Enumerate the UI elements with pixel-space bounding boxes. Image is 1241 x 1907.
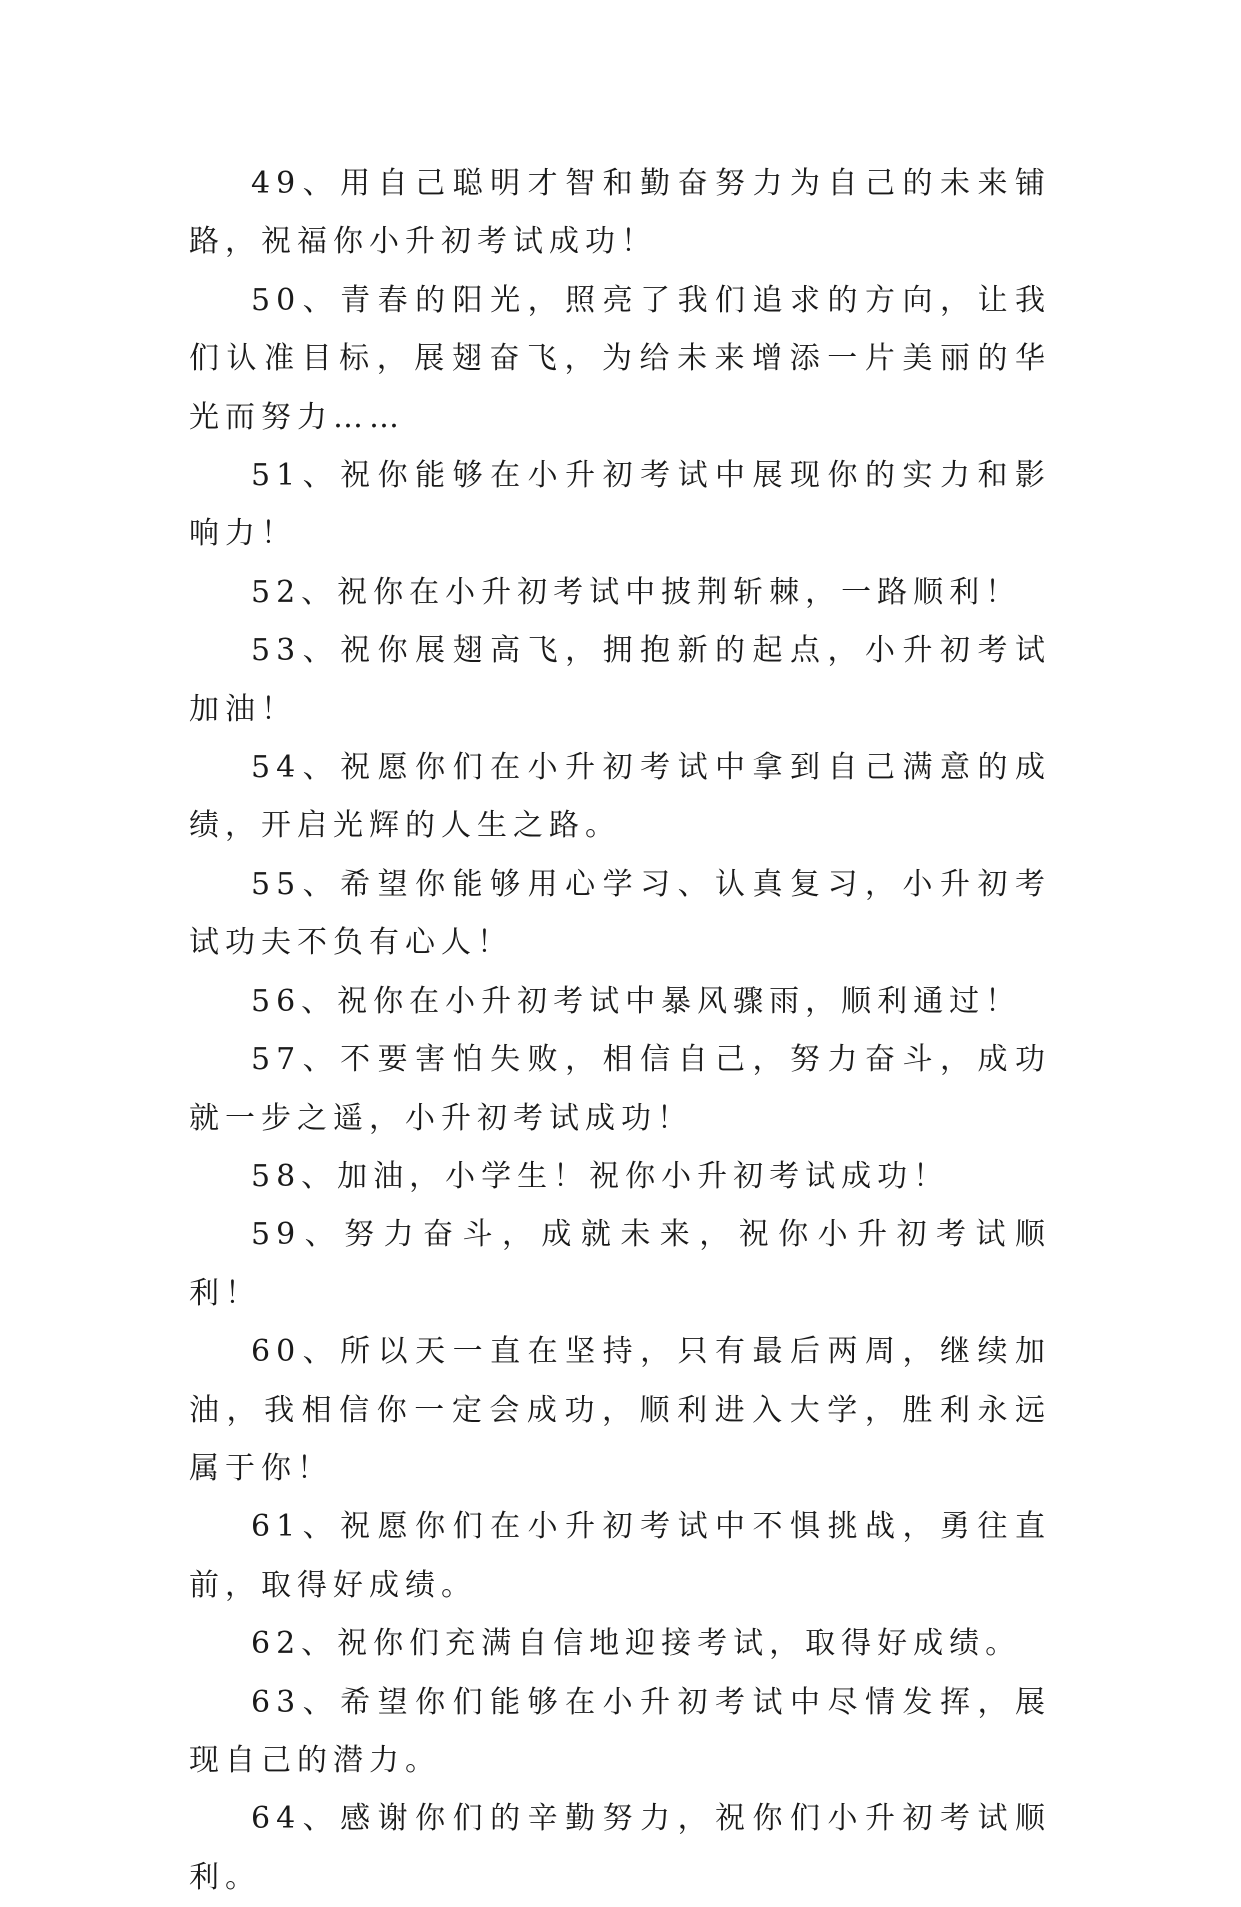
paragraph-59: 59、努力奋斗，成就未来，祝你小升初考试顺利！ — [189, 1217, 1051, 1311]
paragraph-52: 52、祝你在小升初考试中披荆斩棘，一路顺利！ — [251, 574, 1022, 610]
paragraph-57: 57、不要害怕失败，相信自己，努力奋斗，成功就一步之遥，小升初考试成功！ — [189, 1042, 1051, 1136]
paragraph-61: 61、祝愿你们在小升初考试中不惧挑战，勇往直前，取得好成绩。 — [189, 1509, 1051, 1603]
paragraph-56: 56、祝你在小升初考试中暴风骤雨，顺利通过！ — [251, 983, 1022, 1019]
paragraph-60: 60、所以天一直在坚持，只有最后两周，继续加油，我相信你一定会成功，顺利进入大学，胜利永远属于你！ — [189, 1334, 1051, 1486]
paragraph-54: 54、祝愿你们在小升初考试中拿到自己满意的成绩，开启光辉的人生之路。 — [189, 750, 1051, 844]
paragraph-64: 64、感谢你们的辛勤努力，祝你们小升初考试顺利。 — [189, 1801, 1051, 1895]
paragraph-53: 53、祝你展翅高飞，拥抱新的起点，小升初考试加油！ — [189, 633, 1051, 727]
paragraph-63: 63、希望你们能够在小升初考试中尽情发挥，展现自己的潜力。 — [189, 1684, 1051, 1778]
document-body — [189, 155, 1051, 1907]
paragraph-58: 58、加油，小学生！祝你小升初考试成功！ — [251, 1158, 950, 1194]
paragraph-49: 49、用自己聪明才智和勤奋努力为自己的未来铺路，祝福你小升初考试成功！ — [189, 166, 1051, 260]
paragraph-51: 51、祝你能够在小升初考试中展现你的实力和影响力！ — [189, 458, 1051, 552]
paragraph-62: 62、祝你们充满自信地迎接考试，取得好成绩。 — [251, 1626, 1022, 1662]
paragraph-50: 50、青春的阳光，照亮了我们追求的方向，让我们认准目标，展翅奋飞，为给未来增添一片美丽的华光而努力…… — [189, 282, 1051, 435]
paragraph-55: 55、希望你能够用心学习、认真复习，小升初考试功夫不负有心人！ — [189, 866, 1051, 961]
